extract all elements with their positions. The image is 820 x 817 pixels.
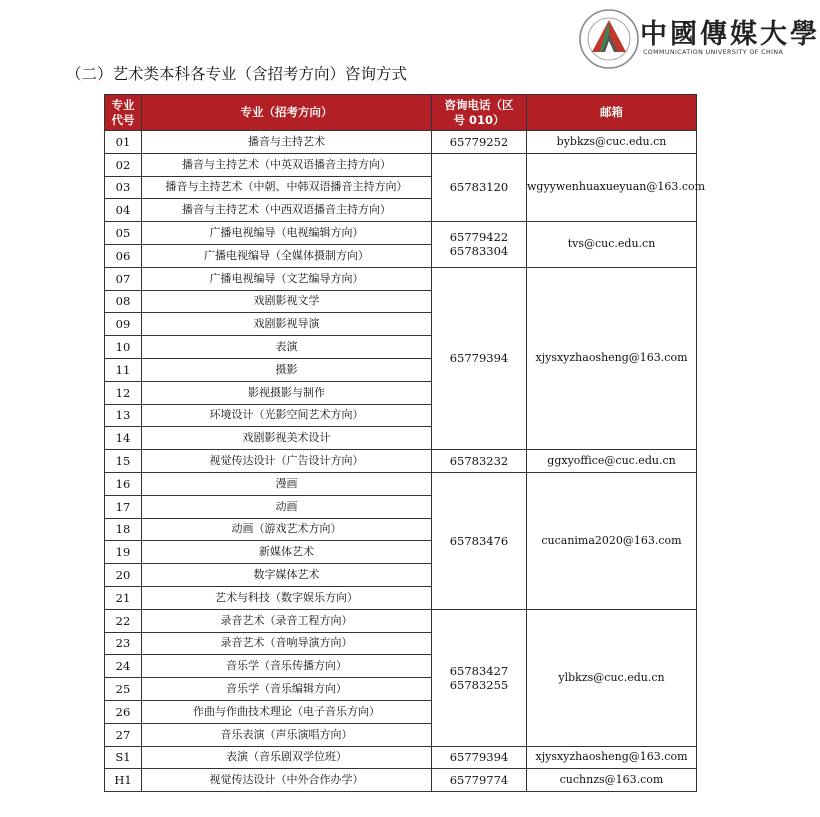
email-cell: cucanima2020@163.com: [527, 472, 697, 609]
major-cell: 播音与主持艺术: [142, 131, 432, 154]
header-major: 专业（招考方向）: [142, 95, 432, 131]
table-row: [105, 131, 697, 154]
code-cell: 24: [105, 655, 142, 678]
major-cell: 播音与主持艺术（中朝、中韩双语播音主持方向）: [142, 176, 432, 199]
header-phone: 咨询电话（区号 010）: [432, 95, 527, 131]
phone-cell: 65779774: [432, 769, 527, 792]
major-cell: 戏剧影视文学: [142, 290, 432, 313]
code-cell: 20: [105, 564, 142, 587]
major-cell: 戏剧影视导演: [142, 313, 432, 336]
phone-cell: 65779252: [432, 131, 527, 154]
phone-cell: 65779394: [432, 267, 527, 449]
email-cell: xjysxyzhaosheng@163.com: [527, 746, 697, 769]
major-cell: 广播电视编导（电视编辑方向）: [142, 222, 432, 245]
major-cell: 动画（游戏艺术方向）: [142, 518, 432, 541]
email-cell: bybkzs@cuc.edu.cn: [527, 131, 697, 154]
major-cell: 录音艺术（录音工程方向）: [142, 609, 432, 632]
major-cell: 视觉传达设计（广告设计方向）: [142, 450, 432, 473]
major-cell: 作曲与作曲技术理论（电子音乐方向）: [142, 700, 432, 723]
major-cell: 动画: [142, 495, 432, 518]
code-cell: 26: [105, 700, 142, 723]
university-name-en: COMMUNICATION UNIVERSITY OF CHINA: [643, 49, 784, 56]
phone-cell: 65779394: [432, 746, 527, 769]
table-row: [105, 769, 697, 792]
major-cell: 摄影: [142, 358, 432, 381]
header-email: 邮箱: [527, 95, 697, 131]
code-cell: 25: [105, 678, 142, 701]
email-cell: ylbkzs@cuc.edu.cn: [527, 609, 697, 746]
code-cell: 08: [105, 290, 142, 313]
phone-cell: 65783427 65783255: [432, 609, 527, 746]
major-cell: 广播电视编导（文艺编导方向）: [142, 267, 432, 290]
code-cell: 12: [105, 381, 142, 404]
code-cell: 06: [105, 244, 142, 267]
table-row: [105, 153, 697, 176]
code-cell: 09: [105, 313, 142, 336]
email-cell: wgyywenhuaxueyuan@163.com: [527, 153, 697, 221]
major-cell: 漫画: [142, 472, 432, 495]
table-row: [105, 450, 697, 473]
code-cell: 11: [105, 358, 142, 381]
code-cell: 10: [105, 336, 142, 359]
major-cell: 表演: [142, 336, 432, 359]
code-cell: 16: [105, 472, 142, 495]
section-title: （二）艺术类本科各专业（含招考方向）咨询方式: [66, 65, 408, 83]
major-cell: 视觉传达设计（中外合作办学）: [142, 769, 432, 792]
table-row: [105, 609, 697, 632]
code-cell: 01: [105, 131, 142, 154]
contact-table: [104, 94, 706, 792]
code-cell: 19: [105, 541, 142, 564]
code-cell: 02: [105, 153, 142, 176]
code-cell: 15: [105, 450, 142, 473]
code-cell: 04: [105, 199, 142, 222]
email-cell: cuchnzs@163.com: [527, 769, 697, 792]
table-row: [105, 746, 697, 769]
major-cell: 音乐学（音乐编辑方向）: [142, 678, 432, 701]
code-cell: 17: [105, 495, 142, 518]
code-cell: 14: [105, 427, 142, 450]
major-cell: 环境设计（光影空间艺术方向）: [142, 404, 432, 427]
major-cell: 播音与主持艺术（中西双语播音主持方向）: [142, 199, 432, 222]
header-code: 专业代号: [105, 95, 142, 131]
major-cell: 广播电视编导（全媒体摄制方向）: [142, 244, 432, 267]
phone-cell: 65779422 65783304: [432, 222, 527, 268]
table-row: [105, 472, 697, 495]
code-cell: 18: [105, 518, 142, 541]
code-cell: 22: [105, 609, 142, 632]
code-cell: H1: [105, 769, 142, 792]
header-row: [105, 95, 697, 131]
table-row: [105, 222, 697, 245]
major-cell: 音乐表演（声乐演唱方向）: [142, 723, 432, 746]
phone-cell: 65783232: [432, 450, 527, 473]
major-cell: 录音艺术（音响导演方向）: [142, 632, 432, 655]
university-logo: [578, 8, 640, 70]
major-cell: 播音与主持艺术（中英双语播音主持方向）: [142, 153, 432, 176]
major-cell: 音乐学（音乐传播方向）: [142, 655, 432, 678]
phone-cell: 65783476: [432, 472, 527, 609]
phone-cell: 65783120: [432, 153, 527, 221]
email-cell: tvs@cuc.edu.cn: [527, 222, 697, 268]
code-cell: 23: [105, 632, 142, 655]
major-cell: 艺术与科技（数字娱乐方向）: [142, 586, 432, 609]
major-cell: 戏剧影视美术设计: [142, 427, 432, 450]
code-cell: 03: [105, 176, 142, 199]
code-cell: 07: [105, 267, 142, 290]
code-cell: 13: [105, 404, 142, 427]
email-cell: xjysxyzhaosheng@163.com: [527, 267, 697, 449]
major-cell: 影视摄影与制作: [142, 381, 432, 404]
major-cell: 新媒体艺术: [142, 541, 432, 564]
email-cell: ggxyoffice@cuc.edu.cn: [527, 450, 697, 473]
code-cell: 05: [105, 222, 142, 245]
table-row: [105, 267, 697, 290]
code-cell: 21: [105, 586, 142, 609]
university-name-cn: 中國傳媒大學: [640, 19, 820, 50]
code-cell: 27: [105, 723, 142, 746]
major-cell: 数字媒体艺术: [142, 564, 432, 587]
code-cell: S1: [105, 746, 142, 769]
major-cell: 表演（音乐剧双学位班）: [142, 746, 432, 769]
